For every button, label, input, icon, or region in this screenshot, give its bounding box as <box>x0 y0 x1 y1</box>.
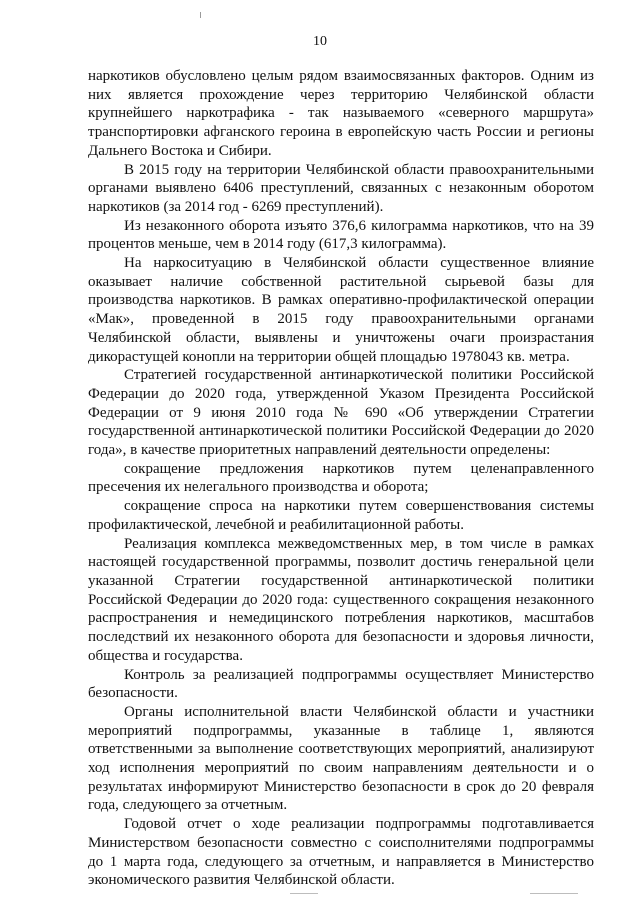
paragraph-11: Годовой отчет о ходе реализации подпрограммы подготавливается Министерством безопасности совместно с соисполнителями подпрограммы до 1 марта года, следующего за отчетным, и направляется в Министерство экономического развития Челябинской области. <box>88 816 594 889</box>
paragraph-2: В 2015 году на территории Челябинской области правоохранительными органами выявлено 6406 преступлений, связанных с незаконным оборотом наркотиков (за 2014 год - 6269 преступлений). <box>88 161 594 215</box>
scan-mark-bottom-right <box>530 893 578 894</box>
body-text <box>88 67 594 890</box>
page-number: 10 <box>313 34 327 49</box>
paragraph-4: На наркоситуацию в Челябинской области существенное влияние оказывает наличие собственной растительной сырьевой базы для производства наркотиков. В рамках оперативно-профилактической операции «Мак», проведенной в 2015 году правоохранительными органами Челябинской области, выявлены и уничтожены очаги произрастания дикорастущей конопли на территории общей площадью 1978043 кв. метра. <box>88 255 594 365</box>
paragraph-8: Реализация комплекса межведомственных мер, в том числе в рамках настоящей государственной программы, позволит достичь генеральной цели указанной Стратегии государственной антинаркотической политики Российской Федерации до 2020 года: существенного сокращения незаконного распространения и немедицинского потребления наркотиков, масштабов последствий их незаконного оборота для безопасности и здоровья личности, общества и государства. <box>88 535 594 664</box>
paragraph-6: сокращение предложения наркотиков путем целенаправленного пресечения их нелегального производства и оборота; <box>88 460 594 496</box>
paragraph-1: наркотиков обусловлено целым рядом взаимосвязанных факторов. Одним из них является прохождение через территорию Челябинской области крупнейшего наркотрафика - так называемого «северного маршрута» транспортировки афганского героина в европейскую часть России и регионы Дальнего Востока и Сибири. <box>88 68 594 159</box>
paragraph-7: сокращение спроса на наркотики путем совершенствования системы профилактической, лечебной и реабилитационной работы. <box>88 498 594 533</box>
scan-mark-top <box>200 12 201 18</box>
scan-mark-bottom-left <box>290 893 318 894</box>
paragraph-10: Органы исполнительной власти Челябинской области и участники мероприятий подпрограммы, указанные в таблице 1, являются ответственными за выполнение соответствующих мероприятий, анализируют ход исполнения мероприятий по своим направлениям деятельности и о результатах информируют Министерство безопасности в срок до 20 февраля года, следующего за отчетным. <box>88 703 594 814</box>
paragraph-3: Из незаконного оборота изъято 376,6 килограмма наркотиков, что на 39 процентов меньше, чем в 2014 году (617,3 килограмма). <box>88 217 594 253</box>
paragraph-5: Стратегией государственной антинаркотической политики Российской Федерации до 2020 года, утвержденной Указом Президента Российской Федерации от 9 июня 2010 года № 690 «Об утверждении Стратегии государственной антинаркотической политики Российской Федерации до 2020 года», в качестве приоритетных направлений деятельности определены: <box>88 367 594 459</box>
paragraph-9: Контроль за реализацией подпрограммы осуществляет Министерство безопасности. <box>88 666 594 702</box>
